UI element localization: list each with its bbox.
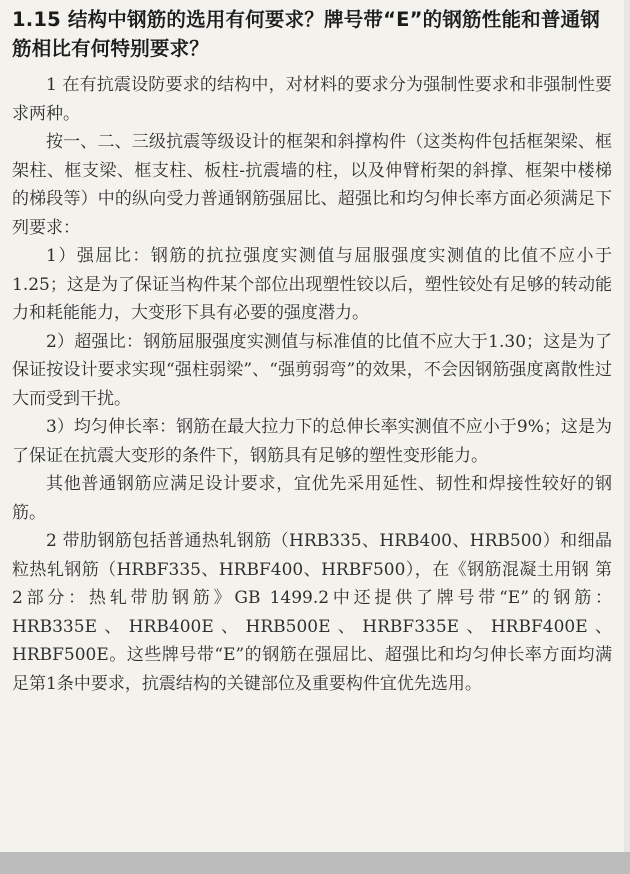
paragraph-2: 按一、二、三级抗震等级设计的框架和斜撑构件（这类构件包括框架梁、框架柱、框支梁、框支柱、板柱-抗震墙的柱，以及伸臂桁架的斜撑、框架中楼梯的梯段等）中的纵向受力普通钢筋强屈比、超强比和均匀伸长率方面必须满足下列要求：: [12, 132, 612, 238]
paragraph-5: 3）均匀伸长率：钢筋在最大拉力下的总伸长率实测值不应小于9%；这是为了保证在抗震大变形的条件下，钢筋具有足够的塑性变形能力。: [12, 417, 612, 466]
paragraph-7: 2 带肋钢筋包括普通热轧钢筋（HRB335、HRB400、HRB500）和细晶粒热轧钢筋（HRBF335、HRBF400、HRBF500），在《钢筋混凝土用钢 第2部分：热轧带肋钢筋》GB 1499.2中还提供了牌号带“E”的钢筋：HRB335E、HRB400E、HRB500E、HRBF335E、HRBF400E、HRBF500E。这些牌号带“E”的钢筋在强屈比、超强比和均匀伸长率方面均满足第1条中要求，抗震结构的关键部位及重要构件宜优先选用。: [12, 531, 612, 694]
paragraph-3: 1）强屈比：钢筋的抗拉强度实测值与屈服强度实测值的比值不应小于1.25；这是为了保证当构件某个部位出现塑性铰以后，塑性铰处有足够的转动能力和耗能能力，大变形下具有必要的强度潜力。: [12, 246, 612, 323]
section-heading: 1.15 结构中钢筋的选用有何要求？牌号带“E”的钢筋性能和普通钢筋相比有何特别要求？: [12, 8, 600, 60]
scan-bottom-shadow: [0, 852, 630, 874]
scan-right-edge: [624, 0, 630, 874]
paragraph-1: 1 在有抗震设防要求的结构中，对材料的要求分为强制性要求和非强制性要求两种。: [12, 75, 612, 124]
paragraph-4: 2）超强比：钢筋屈服强度实测值与标准值的比值不应大于1.30；这是为了保证按设计要求实现“强柱弱梁”、“强剪弱弯”的效果，不会因钢筋强度离散性过大而受到干扰。: [12, 331, 612, 409]
paragraph-6: 其他普通钢筋应满足设计要求，宜优先采用延性、韧性和焊接性较好的钢筋。: [12, 474, 612, 523]
